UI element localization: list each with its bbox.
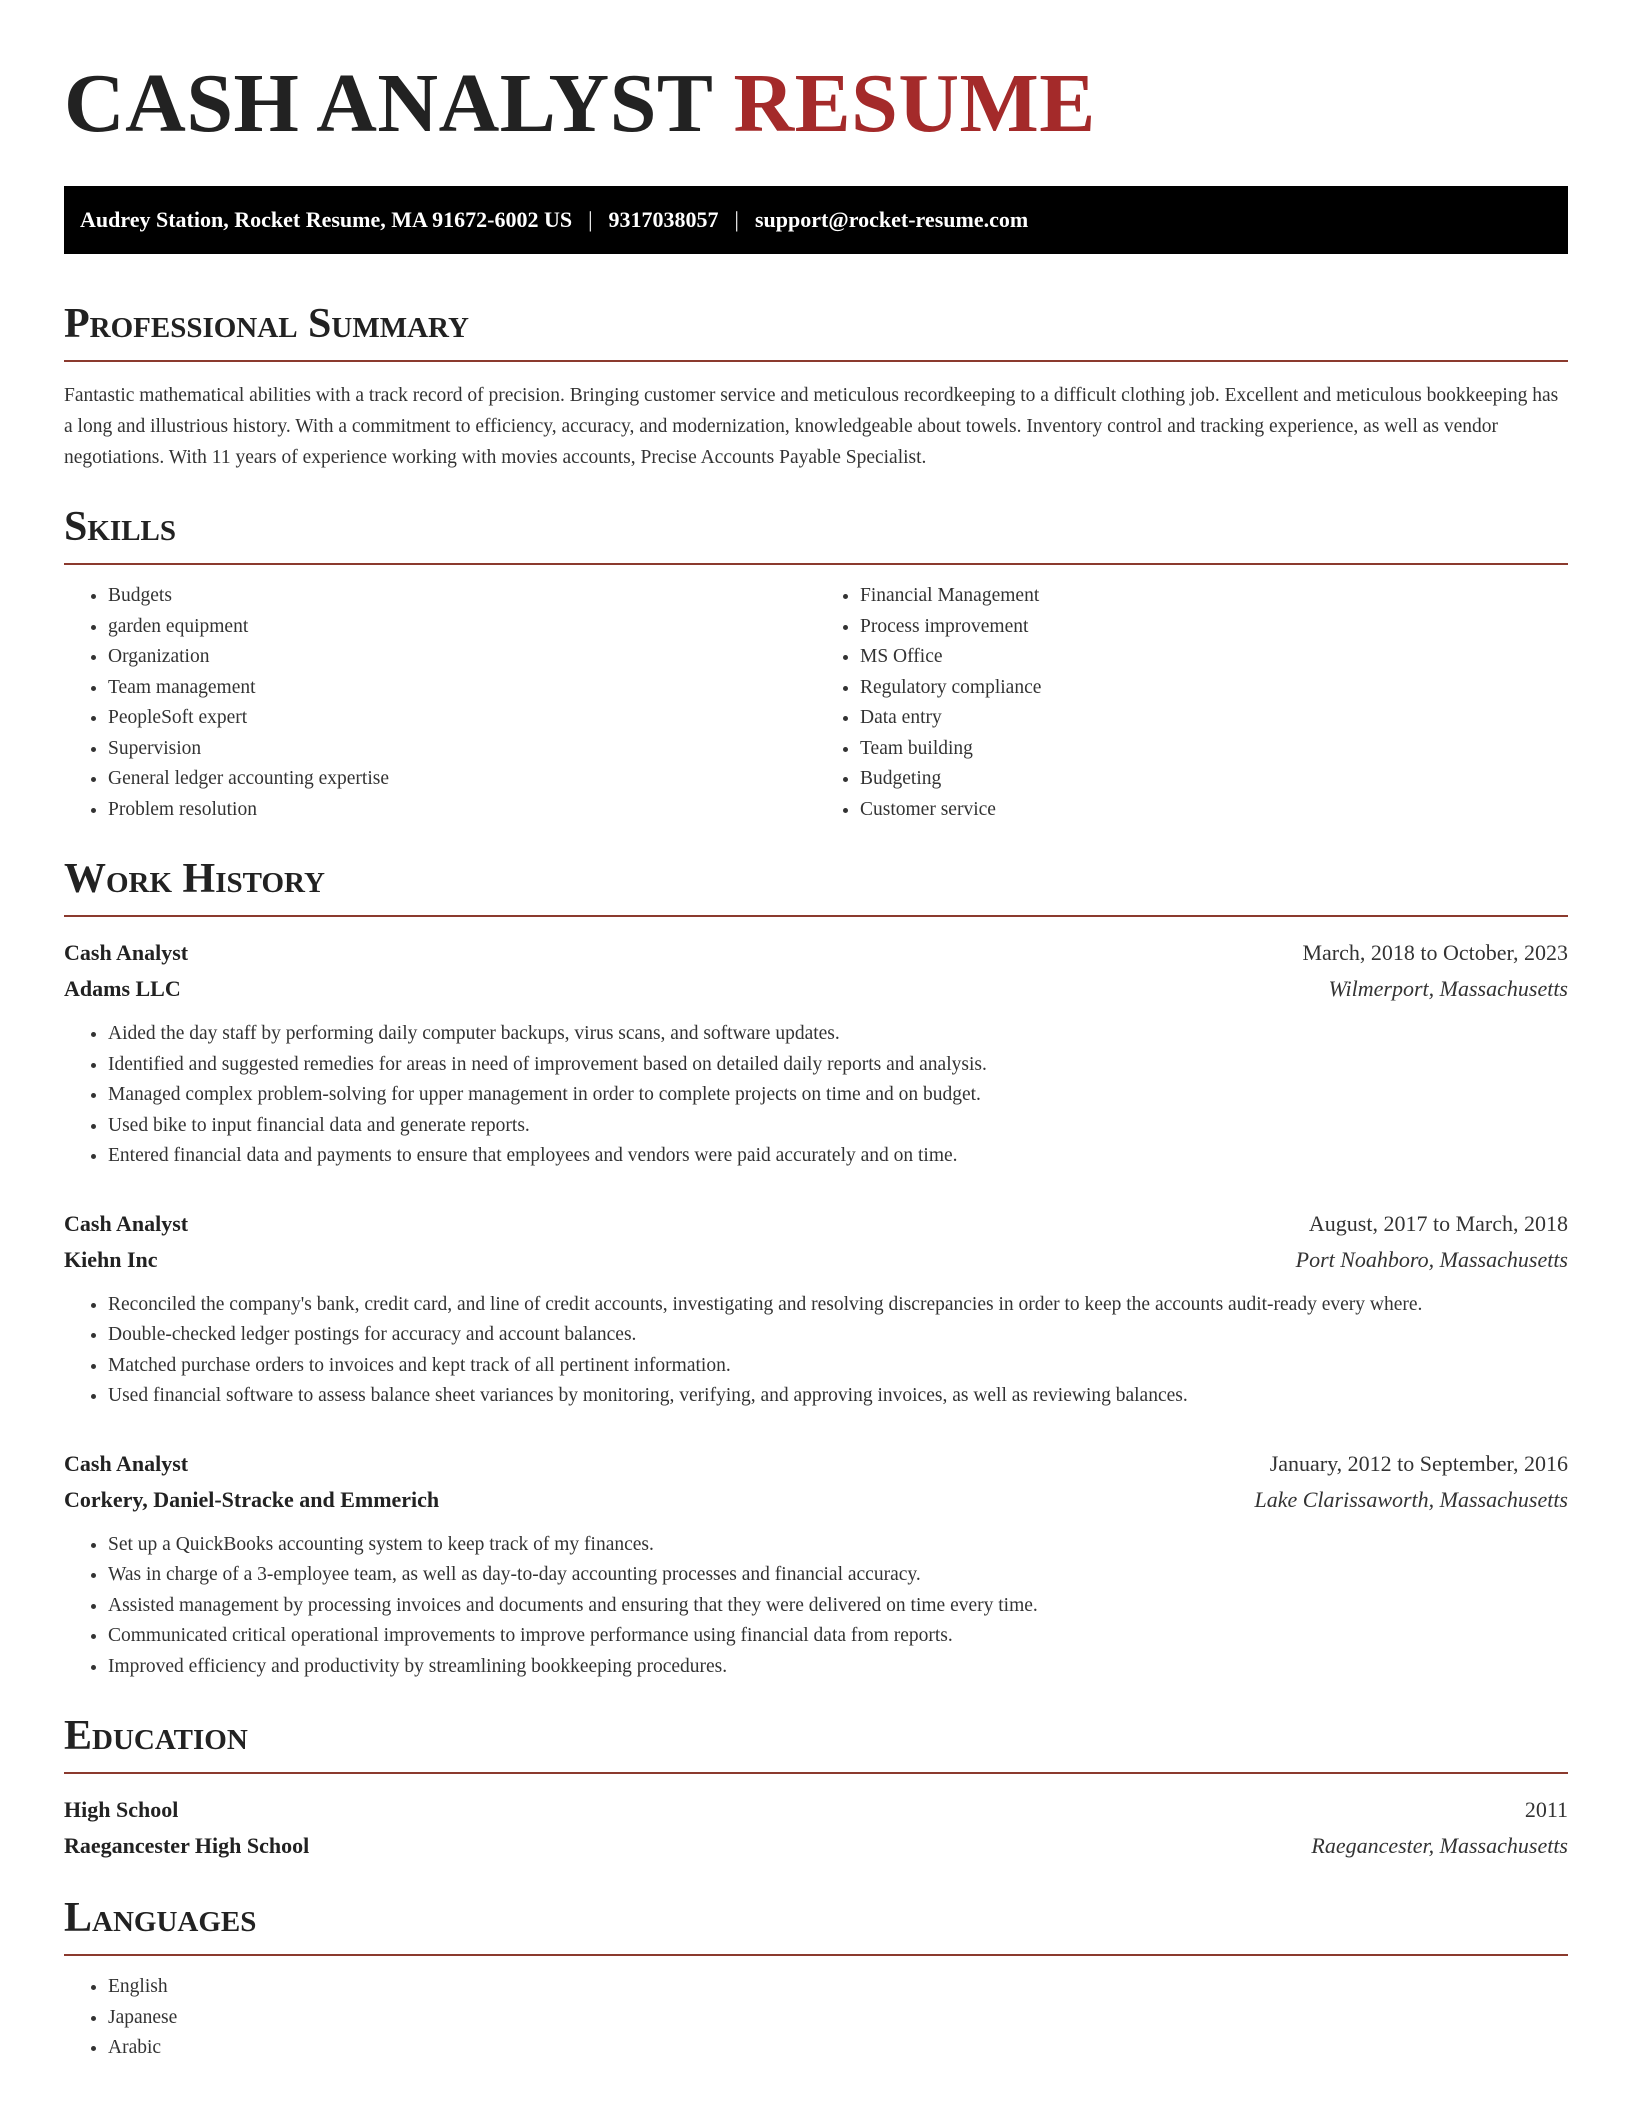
list-item: • Entered financial data and payments to ensure that employees and vendors were paid accurately and on time. (108, 1141, 1568, 1172)
list-item: • Used bike to input financial data and generate reports. (108, 1111, 1568, 1142)
job-company-row (64, 971, 1568, 1007)
job-title: Cash Analyst (64, 940, 189, 965)
summary-heading: Professional Summary (64, 300, 1568, 362)
list-item: • garden equipment (108, 612, 816, 643)
list-item: • Identified and suggested remedies for areas in need of improvement based on detailed daily reports and analysis. (108, 1050, 1568, 1081)
resume-title (64, 58, 1568, 150)
list-item: • Team management (108, 673, 816, 704)
list-item: • Matched purchase orders to invoices and kept track of all pertinent information. (108, 1351, 1568, 1382)
list-item: • English (108, 1972, 1568, 2003)
education-year: 2011 (1524, 1797, 1568, 1822)
contact-bar (64, 186, 1568, 254)
job-company-row (64, 1482, 1568, 1518)
languages-section (64, 1894, 1568, 2064)
summary-section (64, 300, 1568, 473)
contact-separator: | (588, 207, 593, 232)
list-item: • Process improvement (860, 612, 1568, 643)
education-degree-row (64, 1792, 1568, 1828)
list-item: • Budgets (108, 581, 816, 612)
work-heading: Work History (64, 855, 1568, 917)
education-degree: High School (64, 1797, 179, 1822)
list-item: • Team building (860, 734, 1568, 765)
list-item: • Budgeting (860, 764, 1568, 795)
list-item: • Arabic (108, 2033, 1568, 2064)
job-company-row (64, 1242, 1568, 1278)
education-location: Raegancester, Massachusetts (1311, 1833, 1568, 1858)
contact-phone[interactable]: 9317038057 (608, 207, 719, 232)
languages-heading: Languages (64, 1894, 1568, 1956)
list-item: • Improved efficiency and productivity by streamlining bookkeeping procedures. (108, 1652, 1568, 1683)
skills-heading: Skills (64, 503, 1568, 565)
list-item: • Assisted management by processing invoices and documents and ensuring that they were delivered on time every time. (108, 1591, 1568, 1622)
education-heading: Education (64, 1712, 1568, 1774)
list-item: • Data entry (860, 703, 1568, 734)
job-dates: March, 2018 to October, 2023 (1302, 940, 1568, 965)
list-item: • Set up a QuickBooks accounting system to keep track of my finances. (108, 1530, 1568, 1561)
job-title: Cash Analyst (64, 1210, 189, 1236)
job-title-row (64, 935, 1568, 971)
job-company: Corkery, Daniel-Stracke and Emmerich (64, 1486, 440, 1512)
title-accent: RESUME (733, 57, 1096, 150)
job-location: Lake Clarissaworth, Massachusetts (1254, 1486, 1568, 1512)
skills-list-right (816, 581, 1568, 825)
job-company: Adams LLC (64, 976, 181, 1001)
list-item: • Japanese (108, 2003, 1568, 2034)
list-item: • Used financial software to assess balance sheet variances by monitoring, verifying, and approving invoices, as well as reviewing balances. (108, 1381, 1568, 1412)
job-entry (64, 1206, 1568, 1412)
list-item: • MS Office (860, 642, 1568, 673)
job-title-row (64, 1206, 1568, 1242)
job-bullets (64, 1290, 1568, 1412)
job-bullets (64, 1019, 1568, 1172)
contact-separator: | (734, 207, 739, 232)
work-section (64, 855, 1568, 1682)
list-item: • Customer service (860, 795, 1568, 826)
job-company: Kiehn Inc (64, 1246, 158, 1272)
education-entry (64, 1792, 1568, 1864)
skills-section (64, 503, 1568, 825)
title-main: CASH ANALYST (64, 57, 712, 150)
list-item: • Problem resolution (108, 795, 816, 826)
education-section (64, 1712, 1568, 1864)
list-item: • Aided the day staff by performing daily computer backups, virus scans, and software updates. (108, 1019, 1568, 1050)
list-item: • Communicated critical operational improvements to improve performance using financial data from reports. (108, 1621, 1568, 1652)
summary-text: Fantastic mathematical abilities with a track record of precision. Bringing customer service and meticulous recordkeeping to a difficult clothing job. Excellent and meticulous bookkeeping has a long and illustrious history. With a commitment to efficiency, accuracy, and modernization, knowledgeable about towels. Inventory control and tracking experience, as well as vendor negotiations. With 11 years of experience working with movies accounts, Precise Accounts Payable Specialist. (64, 385, 1559, 468)
job-entry (64, 935, 1568, 1172)
job-bullets (64, 1530, 1568, 1683)
job-location: Wilmerport, Massachusetts (1328, 976, 1568, 1001)
job-title-row (64, 1446, 1568, 1482)
job-dates: August, 2017 to March, 2018 (1308, 1210, 1568, 1236)
education-school: Raegancester High School (64, 1833, 310, 1858)
list-item: • Double-checked ledger postings for accuracy and account balances. (108, 1320, 1568, 1351)
list-item: • Was in charge of a 3-employee team, as well as day-to-day accounting processes and financial accuracy. (108, 1560, 1568, 1591)
job-location: Port Noahboro, Massachusetts (1295, 1246, 1568, 1272)
list-item: • Financial Management (860, 581, 1568, 612)
job-dates: January, 2012 to September, 2016 (1269, 1450, 1568, 1476)
list-item: • Organization (108, 642, 816, 673)
list-item: • General ledger accounting expertise (108, 764, 816, 795)
list-item: • Regulatory compliance (860, 673, 1568, 704)
list-item: • PeopleSoft expert (108, 703, 816, 734)
contact-address: Audrey Station, Rocket Resume, MA 91672-6002 US (80, 207, 573, 232)
education-school-row (64, 1828, 1568, 1864)
contact-email[interactable]: support@rocket-resume.com (754, 207, 1029, 232)
languages-list (64, 1972, 1568, 2064)
job-entry (64, 1446, 1568, 1683)
skills-columns (64, 581, 1568, 825)
skills-list-left (64, 581, 816, 825)
job-title: Cash Analyst (64, 1450, 189, 1476)
list-item: • Managed complex problem-solving for upper management in order to complete projects on time and on budget. (108, 1080, 1568, 1111)
list-item: • Reconciled the company's bank, credit card, and line of credit accounts, investigating and resolving discrepancies in order to keep the accounts audit-ready every where. (108, 1290, 1568, 1321)
list-item: • Supervision (108, 734, 816, 765)
